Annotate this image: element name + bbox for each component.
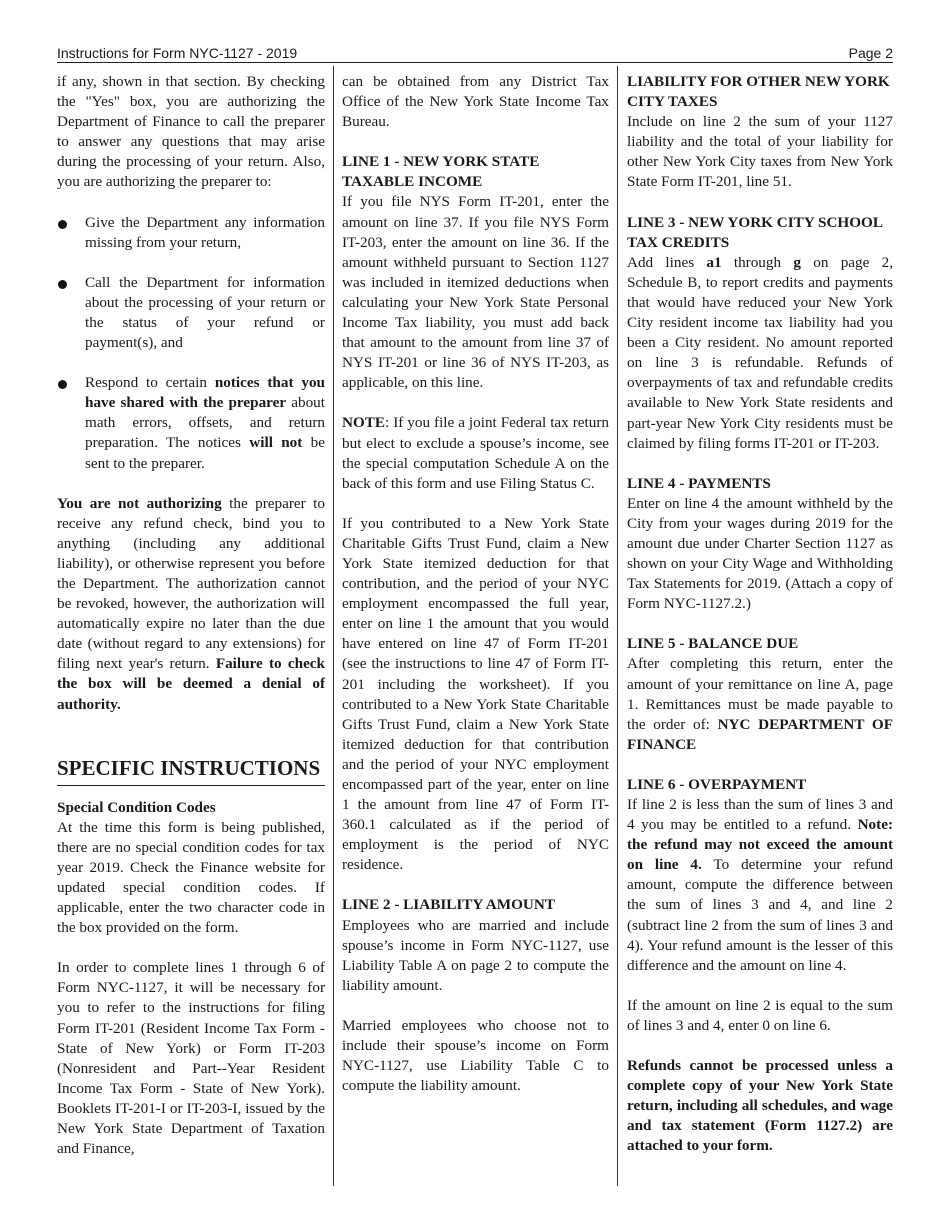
paragraph: You are not authorizing the preparer to receive any refund check, bind you to anything (including any additional liability), or otherwise represent you before the Department. The authorization cannot be revoked, however, the authorization will automatically expire no later than the due date (without regard to any extensions) for filing next year's return. Failure to check the box will be deemed a denial of authority. <box>57 494 325 713</box>
note-paragraph: NOTE: If you file a joint Federal tax return but elect to exclude a spouse’s income, see the special computation Schedule A on the back of this form and use Filing Status C. <box>342 414 609 492</box>
column-3 <box>627 72 893 1177</box>
subsection-heading: LINE 6 - OVERPAYMENT <box>627 775 807 793</box>
subsection-heading: LINE 2 - LIABILITY AMOUNT <box>342 896 555 914</box>
paragraph: If the amount on line 2 is equal to the sum of lines 3 and 4, enter 0 on line 6. <box>627 996 893 1034</box>
paragraph: Enter on line 4 the amount withheld by the City from your wages during 2019 for the amount due under Charter Section 1127 as shown on your City Wage and Withholding Tax Statements for 2019. (Attach a copy of Form NYC-1127.2.) <box>627 494 893 613</box>
paragraph: At the time this form is being published, there are no special condition codes for tax year 2019. Check the Finance website for updated special condition codes. If applicable, enter the two character code in the box provided on the form. <box>57 818 325 937</box>
paragraph: if any, shown in that section. By checking the "Yes" box, you are authorizing the Department of Finance to call the preparer to answer any questions that may arise during the processing of your return. Also, you are authorizing the preparer to: <box>57 73 325 191</box>
paragraph: Include on line 2 the sum of your 1127 liability and the total of your liability for other New York City taxes from New York State Form IT-201, line 51. <box>627 113 893 191</box>
paragraph: Employees who are married and include spouse’s income in Form NYC-1127, use Liability Table A on page 2 to compute the liability amount. <box>342 916 609 994</box>
subsection-heading: Special Condition Codes <box>57 798 216 816</box>
paragraph: If you file NYS Form IT-201, enter the amount on line 37. If you file NYS Form IT-203, enter the amount on line 36. If the amount withheld pursuant to Section 1127 was included in itemized deductions when calculating your New York State Personal Income Tax liability, you must add back that amount to the amount from line 37 of NYS IT-201 or line 36 of NYS IT-203, as applicable, on this line. <box>342 193 609 392</box>
page-header <box>57 44 893 63</box>
paragraph: After completing this return, enter the amount of your remittance on line A, page 1. Remittances must be made payable to the order of: NYC DEPARTMENT OF FINANCE <box>627 655 894 753</box>
paragraph: Married employees who choose not to include their spouse’s income on Form NYC-1127, use Liability Table C to compute the liability amount. <box>342 1016 609 1095</box>
list-item: Call the Department for information about the processing of your return or the status of your refund or payment(s), and <box>57 273 325 353</box>
bullet-icon <box>58 220 67 229</box>
page-number: Page 2 <box>848 45 893 61</box>
column-2 <box>342 72 609 1116</box>
column-1 <box>57 72 325 1179</box>
paragraph: If line 2 is less than the sum of lines 3 and 4 you may be entitled to a refund. Note: the refund may not exceed the amount on line 4. To determine your refund amount, compute the difference between the sum of lines 3 and 4, and line 2 (subtract line 2 from the sum of lines 3 and 4). Your refund amount is the lesser of this difference and the amount on line 4. <box>627 796 893 974</box>
authorization-list <box>57 213 325 474</box>
subsection-heading: LIABILITY FOR OTHER NEW YORK CITY TAXES <box>627 73 890 111</box>
column-divider <box>333 66 334 1186</box>
bullet-icon <box>58 280 67 289</box>
header-title: Instructions for Form NYC-1127 - 2019 <box>57 45 298 61</box>
list-item: Respond to certain notices that you have shared with the preparer about math errors, offsets, and return preparation. The notices will not be sent to the preparer. <box>57 373 325 473</box>
list-item: Give the Department any information missing from your return, <box>57 213 325 253</box>
paragraph: can be obtained from any District Tax Office of the New York State Income Tax Bureau. <box>342 73 609 131</box>
subsection-heading: LINE 4 - PAYMENTS <box>627 474 771 492</box>
paragraph: Add lines a1 through g on page 2, Schedule B, to report credits and payments that would have reduced your New York City resident income tax liability had you been a City resident. No amount reported on line 3 is refundable. Refunds of overpayments of tax and refundable credits available to New York State residents and part-year New York City residents must be claimed by filing forms IT-201 or IT-203. <box>627 253 894 452</box>
refund-warning: Refunds cannot be processed unless a complete copy of your New York State return, including all schedules, and wage and tax statement (Form 1127.2) are attached to your form. <box>627 1057 893 1155</box>
column-divider <box>617 66 618 1186</box>
section-title: SPECIFIC INSTRUCTIONS <box>57 755 325 786</box>
paragraph: If you contributed to a New York State Charitable Gifts Trust Fund, claim a New York State itemized deduction for that contribution, and the period of your NYC employment encompassed the full year, enter on line 1 the amount that you would have entered on line 47 of Form IT-201 (see the instructions to line 47 of Form IT-201 including the worksheet). If you contributed to a New York State Charitable Gifts Trust Fund, claim a New York State itemized deduction for that contribution and the period of your NYC employment encompassed part of the year, enter on line 1 the amount from line 47 of Form IT-360.1 calculated as if the period of employment is the period of NYC residence. <box>342 514 609 874</box>
subsection-heading: LINE 3 - NEW YORK CITY SCHOOL TAX CREDITS <box>627 213 883 251</box>
subsection-heading: LINE 1 - NEW YORK STATE TAXABLE INCOME <box>342 153 540 191</box>
bullet-icon <box>58 380 67 389</box>
subsection-heading: LINE 5 - BALANCE DUE <box>627 635 799 653</box>
paragraph: In order to complete lines 1 through 6 of Form NYC-1127, it will be necessary for you to refer to the instructions for filing Form IT-201 (Resident Income Tax Form - State of New York) or Form IT-203 (Nonresident and Part--Year Resident Income Tax Form - State of New York). Booklets IT-201-I or IT-203-I, issued by the New York State Department of Taxation and Finance, <box>57 959 325 1158</box>
